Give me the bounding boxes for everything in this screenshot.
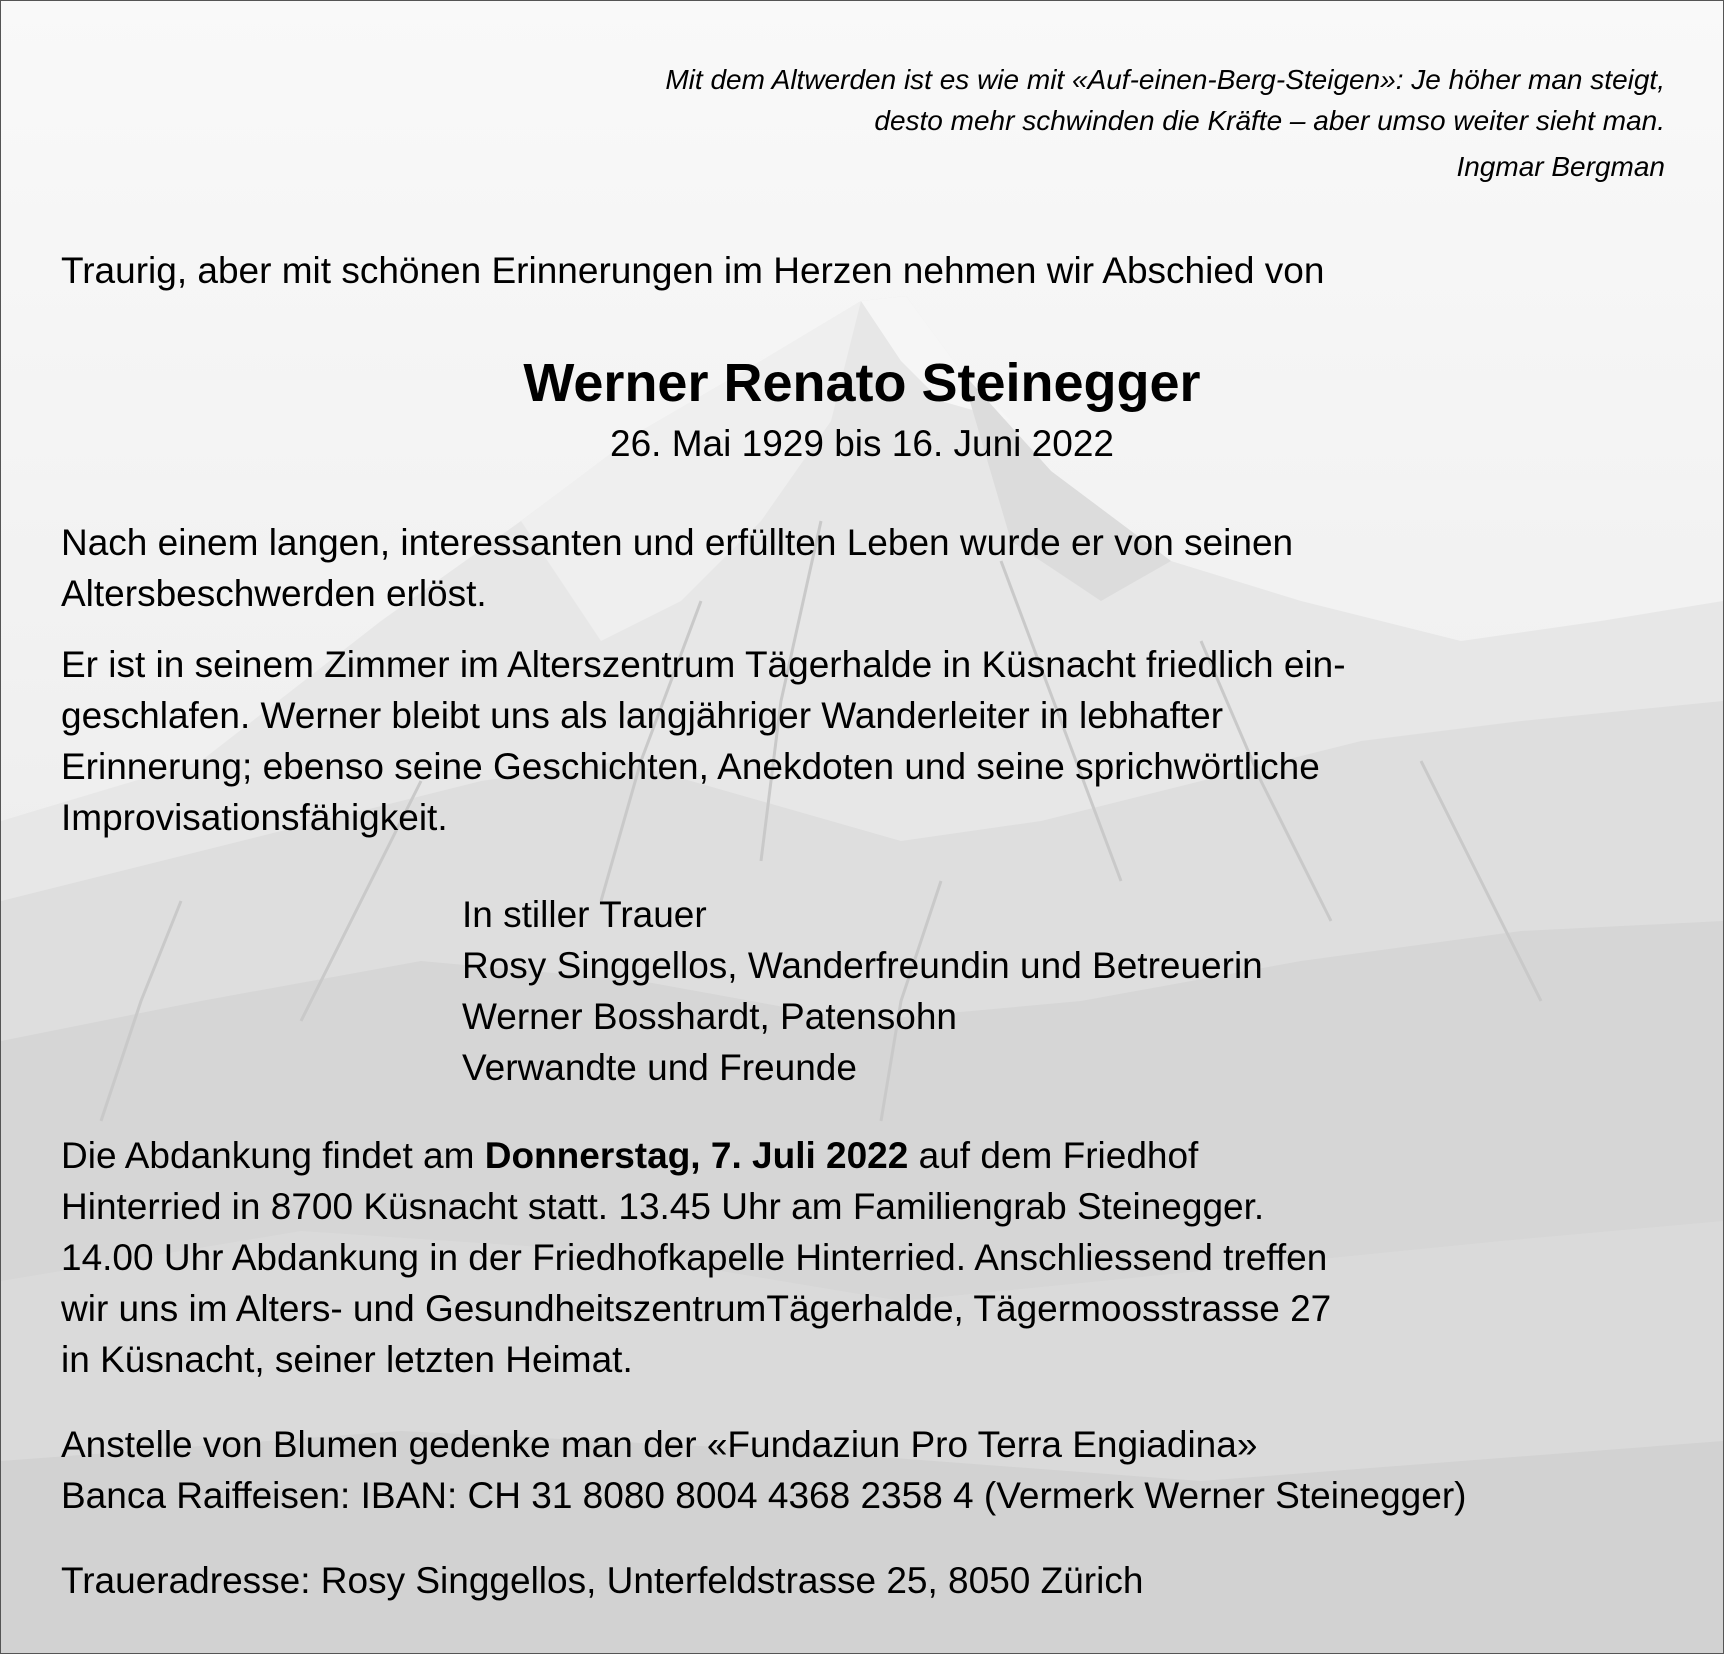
intro-text: Traurig, aber mit schönen Erinnerungen im Herzen nehmen wir Abschied von [61, 250, 1325, 291]
paragraph-line: Anstelle von Blumen gedenke man der «Fundaziun Pro Terra Engiadina» [61, 1424, 1258, 1465]
mourner-line: In stiller Trauer [462, 894, 707, 935]
ceremony-date: Donnerstag, 7. Juli 2022 [484, 1135, 909, 1176]
paragraph-line: 14.00 Uhr Abdankung in der Friedhofkapelle Hinterried. Anschliessend treffen [61, 1237, 1328, 1278]
paragraph-line: geschlafen. Werner bleibt uns als langjähriger Wanderleiter in lebhafter [61, 695, 1224, 736]
iban-line: Banca Raiffeisen: IBAN: CH 31 8080 8004 4368 2358 4 (Vermerk Werner Steinegger) [61, 1475, 1467, 1516]
life-dates: 26. Mai 1929 bis 16. Juni 2022 [610, 423, 1114, 464]
ceremony-text: auf dem Friedhof [908, 1135, 1199, 1176]
paragraph-line: Er ist in seinem Zimmer im Alterszentrum Tägerhalde in Küsnacht friedlich ein- [61, 644, 1346, 685]
paragraph-line: in Küsnacht, seiner letzten Heimat. [61, 1339, 633, 1380]
paragraph-line: Nach einem langen, interessanten und erfüllten Leben wurde er von seinen [61, 522, 1294, 563]
mourner-line: Verwandte und Freunde [462, 1047, 857, 1088]
paragraph-line: Improvisationsfähigkeit. [61, 797, 448, 838]
paragraph-passing [61, 639, 1681, 843]
deceased-name: Werner Renato Steinegger [523, 353, 1201, 413]
quote-author: Ingmar Bergman [1456, 151, 1665, 182]
mourner-line: Rosy Singgellos, Wanderfreundin und Betreuerin [462, 945, 1263, 986]
quote-line-1: Mit dem Altwerden ist es wie mit «Auf-einen-Berg-Steigen»: Je höher man steigt, [665, 64, 1665, 95]
mourning-address: Traueradresse: Rosy Singgellos, Unterfeldstrasse 25, 8050 Zürich [61, 1560, 1144, 1601]
quote-line-2: desto mehr schwinden die Kräfte – aber umso weiter sieht man. [874, 105, 1665, 136]
epigraph-quote [265, 59, 1665, 141]
mourners-list [462, 889, 1263, 1093]
ceremony-line-1 [61, 1130, 1681, 1181]
paragraph-life [61, 517, 1681, 619]
paragraph-line: Erinnerung; ebenso seine Geschichten, Anekdoten und seine sprichwörtliche [61, 746, 1320, 787]
ceremony-text: Die Abdankung findet am [61, 1135, 485, 1176]
paragraph-donation [61, 1419, 1681, 1521]
mourner-line: Werner Bosshardt, Patensohn [462, 996, 957, 1037]
paragraph-ceremony [61, 1130, 1681, 1385]
paragraph-line: Altersbeschwerden erlöst. [61, 573, 487, 614]
paragraph-line: wir uns im Alters- und GesundheitszentrumTägerhalde, Tägermoosstrasse 27 [61, 1288, 1332, 1329]
paragraph-line: Hinterried in 8700 Küsnacht statt. 13.45 Uhr am Familiengrab Steinegger. [61, 1186, 1265, 1227]
